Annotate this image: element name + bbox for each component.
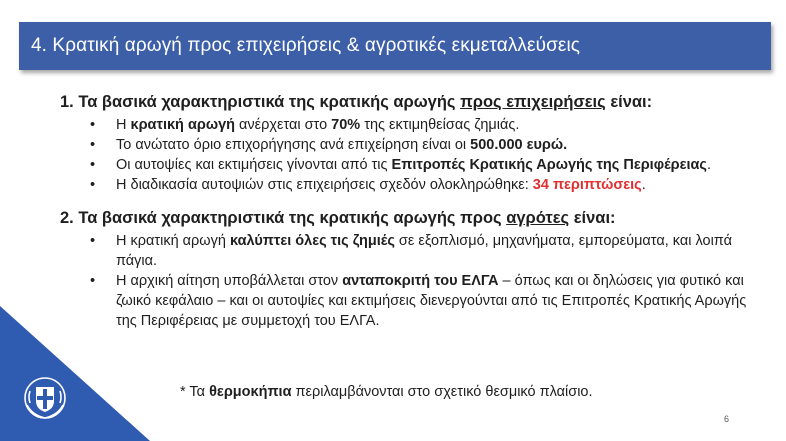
list-item: • Η κρατική αρωγή ανέρχεται στο 70% της εκτιμηθείσας ζημιάς. bbox=[90, 117, 520, 133]
slide-title: 4. Κρατική αρωγή προς επιχειρήσεις & αγροτικές εκμεταλλεύσεις bbox=[31, 35, 581, 56]
bullet-dot: • bbox=[90, 117, 96, 133]
greek-coat-of-arms-icon bbox=[22, 375, 68, 421]
bullet-dot: • bbox=[90, 233, 96, 249]
section1-heading: 1. Τα βασικά χαρακτηριστικά της κρατικής αρωγής προς επιχειρήσεις είναι: bbox=[60, 93, 653, 111]
list-item: • Η διαδικασία αυτοψιών στις επιχειρήσεις σχεδόν ολοκληρώθηκε: 34 περιπτώσεις. bbox=[90, 177, 646, 193]
bullet-dot: • bbox=[90, 137, 96, 153]
list-item: • Η κρατική αρωγή καλύπτει όλες τις ζημιές σε εξοπλισμό, μηχανήματα, εμπορεύματα, και λοιπά πάγια. bbox=[90, 233, 732, 269]
section2-heading-underlined: αγρότες bbox=[506, 209, 570, 227]
section1-bullet-list bbox=[90, 115, 760, 195]
section2-heading: 2. Τα βασικά χαρακτηριστικά της κρατικής αρωγής προς αγρότες είναι: bbox=[60, 209, 616, 227]
page-number: 6 bbox=[724, 414, 730, 424]
list-item: • Η αρχική αίτηση υποβάλλεται στον ανταποκριτή του ΕΛΓΑ – όπως και οι δηλώσεις για φυτικό και ζωικό κεφάλαιο – και οι αυτοψίες και εκτιμήσεις διενεργούνται από τις Επιτροπές Κρατικής Αρωγής της Περιφέρειας με συμμετοχή του ΕΛΓΑ. bbox=[90, 273, 747, 329]
bullet-dot: • bbox=[90, 157, 96, 173]
list-item: • Οι αυτοψίες και εκτιμήσεις γίνονται από τις Επιτροπές Κρατικής Αρωγής της Περιφέρειας. bbox=[90, 157, 711, 173]
header-bar bbox=[19, 22, 771, 70]
highlight-count: 34 περιπτώσεις bbox=[532, 177, 642, 193]
list-item: • Το ανώτατο όριο επιχορήγησης ανά επιχείρηση είναι οι 500.000 ευρώ. bbox=[90, 137, 568, 153]
section2-bullet-list bbox=[90, 231, 760, 331]
section1-heading-underlined: προς επιχειρήσεις bbox=[460, 93, 606, 111]
footnote: * Τα θερμοκήπια περιλαμβάνονται στο σχετικό θεσμικό πλαίσιο. bbox=[180, 384, 593, 400]
bullet-dot: • bbox=[90, 273, 96, 289]
bullet-dot: • bbox=[90, 177, 96, 193]
slide-content bbox=[60, 93, 760, 331]
